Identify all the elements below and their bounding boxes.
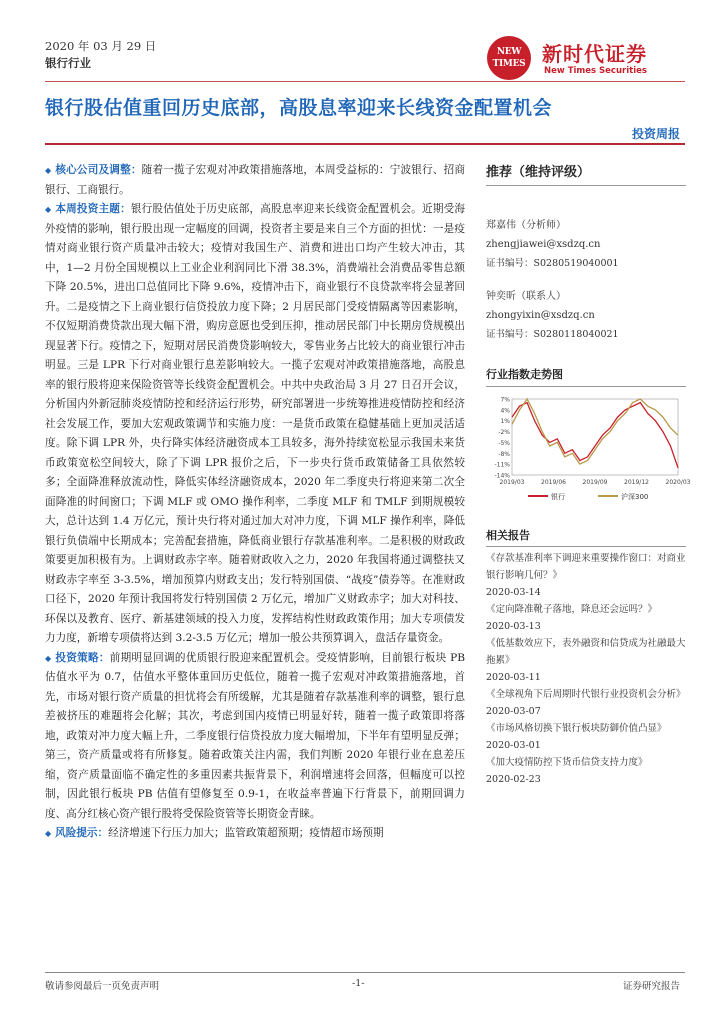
- bullet-icon: ◆: [45, 166, 52, 175]
- sidebar: [486, 161, 691, 788]
- x-tick-label: 2019/12: [624, 479, 649, 486]
- related-report-date: 2020-03-11: [486, 672, 541, 683]
- y-tick-label: 4%: [500, 407, 510, 415]
- analyst-card: [486, 216, 686, 273]
- y-tick-label: 1%: [500, 418, 510, 426]
- related-report-title[interactable]: 《存款基准利率下调迎来重要操作窗口：对商业银行影响几何？》: [486, 553, 686, 581]
- related-report-item[interactable]: [486, 720, 686, 754]
- related-report-title[interactable]: 《定向降准靴子落地，降息还会远吗？》: [486, 604, 658, 615]
- header-divider: [45, 81, 685, 82]
- analyst-email[interactable]: zhengjiawei@xsdzq.cn: [486, 239, 601, 250]
- bullet-icon: ◆: [45, 205, 52, 214]
- series-line-csi300: [512, 399, 678, 464]
- footer-report-label: 证券研究报告: [622, 981, 680, 992]
- x-tick-label: 2019/03: [499, 479, 525, 486]
- legend-label: 沪深300: [621, 493, 649, 501]
- chart-svg: [486, 395, 691, 507]
- related-report-title[interactable]: 《市场风格切换下银行板块防御价值凸显》: [486, 723, 667, 734]
- footer-disclaimer[interactable]: 敬请参阅最后一页免责声明: [45, 981, 160, 992]
- x-tick-label: 2020/03: [665, 479, 691, 486]
- related-reports-list: [486, 550, 686, 788]
- y-tick-label: -14%: [494, 472, 510, 480]
- related-report-date: 2020-03-01: [486, 740, 541, 751]
- analyst-name: 钟奕昕（联系人）: [486, 291, 566, 302]
- rating-recommendation: 推荐（维持评级）: [486, 161, 686, 186]
- legend-label: 银行: [551, 493, 565, 501]
- related-reports-title: 相关报告: [486, 527, 686, 547]
- report-body: [45, 161, 465, 844]
- industry-label: 银行行业: [45, 56, 91, 70]
- paragraph-lead: 风险提示：: [55, 827, 109, 839]
- analyst-cert: 证书编号：S0280118040021: [486, 329, 619, 340]
- paragraph-lead: 投资策略：: [55, 651, 110, 664]
- chart-frame: [512, 399, 678, 475]
- related-report-item[interactable]: [486, 754, 686, 788]
- bullet-icon: ◆: [45, 653, 52, 663]
- related-report-date: 2020-03-13: [486, 621, 541, 632]
- related-report-date: 2020-03-14: [486, 587, 541, 598]
- paragraph-text: 前期明显回调的优质银行股迎来配置机会。受疫情影响，目前银行板块 PB 估值水平为 0.7，估值水平整体重回历史低位，随着一揽子宏观对冲政策措施落地，首先，市场对银行资产质量的担忧将会有所缓解，尤其是随着存款基准利率的调整，银行息差被挤压的难题将会化解；其次，考虑到国内疫情已明显好转，随着一揽子政策即将落地，政策对冲力度大幅上升，二季度银行信贷投放力度大幅增加，下半年有望明显反弹；第三，资产质量或将有所修复。随着政策关注内需，我们判断 2020 年银行业在息差压缩，资产质量面临不确定性的多重因素共振背景下，利润增速将会回落，但幅度可以控制，因此银行板块 PB 估值有望修复至 0.9-1，在收益率普遍下行背景下，前期回调力度、高分红核心资产银行股将受保险资管等长期资金青睐。: [45, 651, 465, 820]
- paragraph-text: 银行股估值处于历史底部，高股息率迎来长线资金配置机会。近期受海外疫情的影响，银行股出现一定幅度的回调，投资者主要是来自三个方面的担忧：一是疫情对商业银行资产质量冲击较大；疫情对我国生产、消费和进出口均产生较大冲击，其中，1—2 月份全国规模以上工业企业利润同比下滑 38.3%，消费端社会消费品零售总额下降 20.5%，进出口总值同比下降 9.6%，疫情冲击下，商业银行不良贷款率将会显著回升。二是疫情之下上商业银行信贷投放力度下降；2 月居民部门受疫情隔离等因素影响，不仅短期消费贷款出现大幅下滑，购房意愿也受到压抑，推动居民部门中长期房贷规模出现显著下行。疫情之下，短期对居民消费贷影响较大，零售业务占比较大的商业银行冲击明显。三是 LPR 下行对商业银行息差影响较大。一揽子宏观对冲政策措施落地，高股息率的银行股将迎来保险资管等长线资金配置机会。中共中央政治局 3 月 27 日召开会议，分析国内外新冠肺炎疫情防控和经济运行形势，研究部署进一步统筹推进疫情防控和经济社会发展工作，要加大宏观政策调节和实施力度：一是货币政策在稳健基础上更加灵活适度。除下调 LPR 外，央行降实体经济融资成本工具较多，海外持续宽松显示我国未来货币政策宽松空间较大，除了下调 LPR 报价之后，下一步央行货币政策储备工具依然较多；全面降准释放流动性，降低实体经济融资成本，2020 年二季度央行将迎来第二次全面降准的时间窗口；下调 MLF 或 OMO 操作利率，二季度 MLF 和 TMLF 到期规模较大，总计达到 1.4 万亿元，预计央行将对通过加大对冲力度，下调 MLF 操作利率，降低银行负债端中长期成本；完善配套措施，降低商业银行存款基准利率。二是积极的财政政策要更加积极有为。上调财政赤字率。随着财政收入之力，2020 年我国将通过调整扶又财政赤字率至 3-3.5%，增加预算内财政支出；发行特别国债、“战疫”债券等。在准财政口径下，2020 年预计我国将发行特别国债 2 万亿元，增加广义财政赤字；加大对科技、环保以及教育、医疗、新基建领域的投入力度，发挥结构性财政政策作用；加大专项债发力力度，新增专项债将达到 3.2-3.5 万亿元；增加一般公共预算调入，盘活存量资金。: [45, 203, 466, 644]
- page-title: 银行股估值重回历史底部，高股息率迎来长线资金配置机会: [45, 97, 553, 119]
- paragraph-text: 随着一揽子宏观对冲政策措施落地，本周受益标的：宁波银行、招商银行、工商银行。: [45, 164, 466, 196]
- brand-logo: [487, 36, 687, 80]
- paragraph-lead: 核心公司及调整：: [55, 164, 142, 176]
- page-number: -1-: [352, 978, 365, 989]
- related-report-title[interactable]: 《加大疫情防控下货币信贷支持力度》: [486, 757, 648, 768]
- chart-title: 行业指数走势图: [486, 366, 686, 387]
- related-report-title[interactable]: 《低基数效应下，表外融资和信贷成为社融最大拖累》: [486, 638, 686, 666]
- paragraph-risk-warning: [45, 824, 465, 844]
- report-date: 2020 年 03 月 29 日: [45, 39, 157, 53]
- footer-divider: [45, 972, 685, 973]
- related-report-item[interactable]: [486, 635, 686, 686]
- related-report-item[interactable]: [486, 550, 686, 601]
- paragraph-investment-strategy: [45, 649, 465, 825]
- related-report-date: 2020-02-23: [486, 774, 541, 785]
- analyst-card: [486, 287, 686, 344]
- y-tick-label: -2%: [498, 429, 510, 437]
- paragraph-investment-theme: [45, 200, 465, 649]
- y-tick-label: -11%: [494, 461, 510, 469]
- analyst-name: 郑嘉伟（分析师）: [486, 220, 566, 231]
- y-tick-label: -8%: [498, 450, 510, 458]
- index-trend-chart: [486, 395, 691, 507]
- bullet-icon: ◆: [45, 829, 52, 838]
- report-type-label: 投资周报: [631, 127, 680, 141]
- y-tick-label: 7%: [500, 396, 510, 404]
- related-report-item[interactable]: [486, 686, 686, 720]
- x-tick-label: 2019/09: [582, 479, 608, 486]
- title-divider: [45, 143, 685, 145]
- logo-chinese-name: 新时代证券: [542, 42, 647, 66]
- y-tick-label: -5%: [498, 439, 510, 447]
- logo-english-name: New Times Securities: [544, 66, 647, 76]
- paragraph-core-companies: [45, 161, 465, 200]
- analyst-cert: 证书编号：S0280519040001: [486, 258, 619, 269]
- analyst-email[interactable]: zhongyixin@xsdzq.cn: [486, 310, 595, 321]
- related-report-item[interactable]: [486, 601, 686, 635]
- logo-mark-icon: NEW TIMES: [487, 36, 531, 80]
- x-tick-label: 2019/06: [541, 479, 566, 486]
- related-report-date: 2020-03-07: [486, 706, 541, 717]
- series-line-bank: [512, 403, 678, 468]
- paragraph-text: 经济增速下行压力加大；监管政策超预期；疫情超市场预期: [108, 827, 384, 839]
- paragraph-lead: 本周投资主题：: [55, 203, 131, 215]
- related-report-title[interactable]: 《全球视角下后周期时代银行业投资机会分析》: [486, 689, 686, 700]
